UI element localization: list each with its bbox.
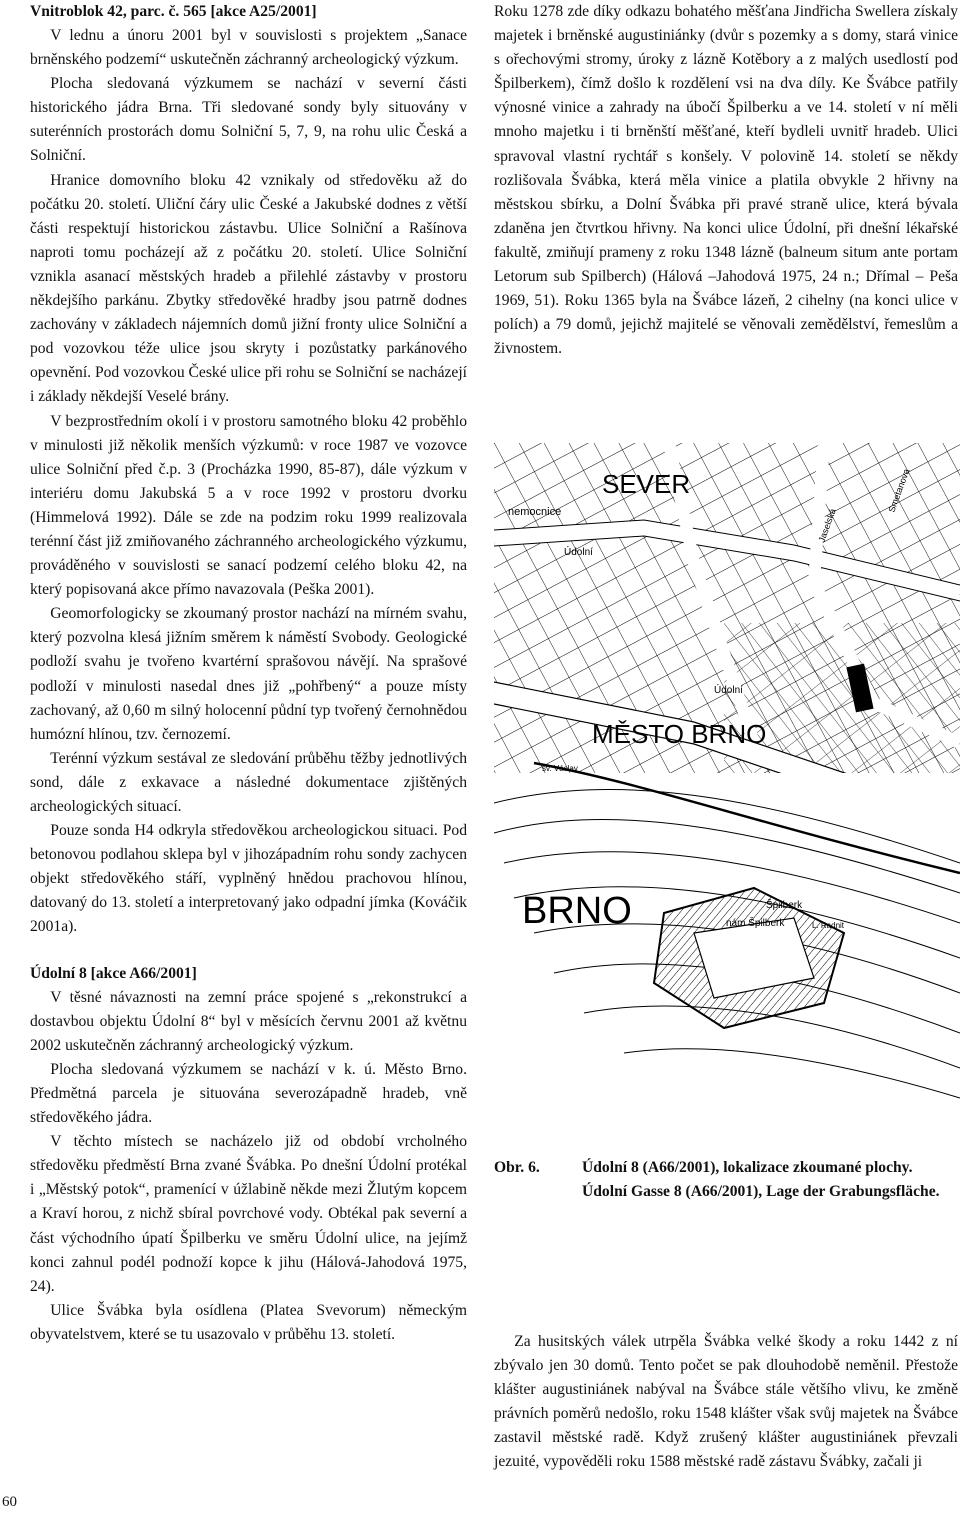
location-map	[494, 443, 960, 1103]
section2-continued-paragraph: Roku 1278 zde díky odkazu bohatého měšťana Jindřicha Swellera získaly majetek i brněnské augustiniánky (dvůr s pozemky a s domy, stará vinice s ořechovými stromy, úroky z lázně Kotěbory a z malých usedlostí pod Špilberkem), čímž došlo k rozdělení vsi na dva díly. Ke Švábce patřily výnosné vinice a zahrady na úbočí Špilberku a ve 14. století v ní měli mnoho majetku i ti brněnští měšťané, kteří bydleli uvnitř hradeb. Ulici spravoval vlastní rychtář s konšely. V polovině 14. století se někdy rozlišovala Švábka, která měla vinice a platila obvykle 2 hřivny na městskou sbírku, a Dolní Švábka při pravé straně ulice, která bývala zdaněna jen čtvrtkou hřivny. Na konci ulice Údolní, při dnešní lékařské fakultě, zmiňují prameny z roku 1348 lázně (balneum situm ante portam Letorum sub Spilberch) (Hálová –Jahodová 1975, 24 n.; Dřímal – Peša 1969, 51). Roku 1365 byla na Švábce lázeň, 2 cihelny (na konci ulice v polích) a 79 domů, jejichž majitelé se věnovali zemědělství, řemeslům a živnostem.	[494, 3, 958, 358]
section2-continued-paragraph-2: Za husitských válek utrpěla Švábka velké škody a roku 1442 z ní zbývalo jen 30 domů. Tento počet se pak dlouhodobě neměnil. Přestože klášter augustiniánek nabýval na Švábce stále většího vlivu, ke změně právních poměrů nedošlo, roku 1548 klášter však svůj majetek na Švábce zastavil městské radě. Když zrušený klášter augustiniánek převzali jezuité, vypověděli roku 1588 městské radě zástavu Švábky, začali ji	[494, 1333, 958, 1471]
section1-paragraph: Terénní výzkum sestával ze sledování průběhu těžby jednotlivých sond, dále z exkavace a následné dokumentace zjištěných archeologických situací.	[30, 749, 467, 815]
map-label-smetanova: Smetanova	[886, 467, 912, 514]
section1-paragraph: Pouze sonda H4 odkryla středověkou archeologickou situaci. Pod betonovou podlahou sklepa byl v jihozápadním rohu sondy zachycen objekt středověkého stáří, vyplněný hnědou prachovou hlínou, datovaný do 13. století a interpretovaný jako odpadní jímka (Kováčik 2001a).	[30, 822, 467, 936]
map-label-north: SEVER	[602, 469, 691, 499]
section1-heading: Vnitroblok 42, parc. č. 565 [akce A25/2001]	[30, 3, 317, 20]
section1-paragraph: Geomorfologicky se zkoumaný prostor nachází na mírném svahu, který pozvolna klesá jižním směrem k náměstí Svobody. Geologické podloží svahu je tvořeno kvartérní sprašovou návějí. Na sprašové podloží v minulosti nasedal dnes již „pohřbený“ a pouze místy zachovaný, až 0,60 m silný holocenní půdní typ tvořený černohnědou humózní hlínou, tzv. černozemí.	[30, 605, 467, 743]
caption-czech: Údolní 8 (A66/2001), lokalizace zkoumané plochy.	[582, 1159, 913, 1176]
section2-paragraph: V těchto místech se nacházelo již od období vrcholného středověku předměstí Brna zvané Švábka. Po dnešní Údolní protékal i „Městský potok“, pramenící v úžlabině někde mezi Žlutým kopcem a Kraví horou, z nichž sbíral povrchové vody. Obtékal pak severní a část východního úpatí Špilberku ve směru Údolní ulice, na jejímž konci zahnul podél podnoží kopce k jihu (Hálová-Jahodová 1975, 24).	[30, 1133, 467, 1295]
map-label-udolni-2: Údolní	[714, 685, 743, 696]
map-label-jaselska: Jaselská	[816, 507, 838, 544]
section2-paragraph: Ulice Švábka byla osídlena (Platea Svevorum) německým obyvatelstvem, které se tu usazovalo v průběhu 13. století.	[30, 1301, 467, 1343]
map-label-district: BRNO	[522, 890, 632, 932]
map-drawing	[494, 443, 960, 1103]
section2-paragraph: Plocha sledovaná výzkumem se nachází v k. ú. Město Brno. Předmětná parcela je situována severozápadně hradeb, vně středověkého jádra.	[30, 1060, 467, 1127]
caption-german: Údolní Gasse 8 (A66/2001), Lage der Grabungsfläche.	[582, 1183, 940, 1200]
map-label-spilberk-square: nám Špilberk	[726, 918, 785, 929]
section2-heading: Údolní 8 [akce A66/2001]	[30, 964, 197, 982]
map-label-udolni: Údolní	[564, 547, 593, 558]
page-number: 60	[2, 1494, 17, 1510]
map-label-svvaclav: sv. Václav	[542, 764, 578, 773]
map-label-note: L. Radnit	[812, 921, 845, 930]
section2-paragraph: V těsné návaznosti na zemní práce spojené s „rekonstrukcí a dostavbou objektu Údolní 8“ byl v měsících červnu 2001 až květnu 2002 uskutečněn záchranný archeologický výzkum.	[30, 988, 467, 1054]
left-column	[30, 0, 467, 1347]
section1-paragraph: V bezprostředním okolí i v prostoru samotného bloku 42 proběhlo v minulosti již několik menších výzkumů: v roce 1987 ve vozovce ulice Solniční před č.p. 3 (Procházka 1990, 85-87), dále výzkum v interiéru domu Jakubská 5 a v roce 1992 v prostoru dvorku (Himmelová 1992). Dále se zde na podzim roku 1999 realizovala terénní část již zmiňovaného záchranného archeologického výzkumu, prováděného v souvislosti se sanací podzemí celého bloku 42, na který popisovaná akce přímo navazovala (Peška 2001).	[30, 412, 467, 599]
right-column-bottom	[494, 1330, 958, 1475]
right-column-top	[494, 0, 958, 361]
map-label-spilberk: Špilberk	[766, 900, 803, 911]
figure-number: Obr. 6.	[494, 1159, 540, 1176]
section1-paragraph: Plocha sledovaná výzkumem se nachází v severní části historického jádra Brna. Tři sledované sondy byly situovány v suterénních prostorách domu Solniční 5, 7, 9, na rohu ulic Česká a Solniční.	[30, 75, 467, 165]
map-label-hospital: nemocnice	[508, 506, 562, 518]
section1-paragraph: V lednu a únoru 2001 byl v souvislosti s projektem „Sanace brněnského podzemí“ uskutečněn záchranný archeologický výzkum.	[30, 27, 467, 69]
map-label-city: MĚSTO BRNO	[592, 719, 767, 749]
section1-paragraph: Hranice domovního bloku 42 vznikaly od středověku až do počátku 20. století. Uliční čáry ulic České a Jakubské dodnes z větší části respektují historickou zástavbu. Ulice Solniční a Rašínova naproti tomu pocházejí až z počátku 20. století. Ulice Solniční vznikla asanací městských hradeb a přilehlé zástavby v prostoru někdejšího parkánu. Zbytky středověké hradby jsou patrně dodnes zachovány v základech nájemních domů jižní fronty ulice Solniční a pod vozovkou téže ulice jsou skryty i pozůstatky parkánového opevnění. Pod vozovkou České ulice při rohu se Solniční se nacházejí i základy někdejší Veselé brány.	[30, 171, 467, 406]
